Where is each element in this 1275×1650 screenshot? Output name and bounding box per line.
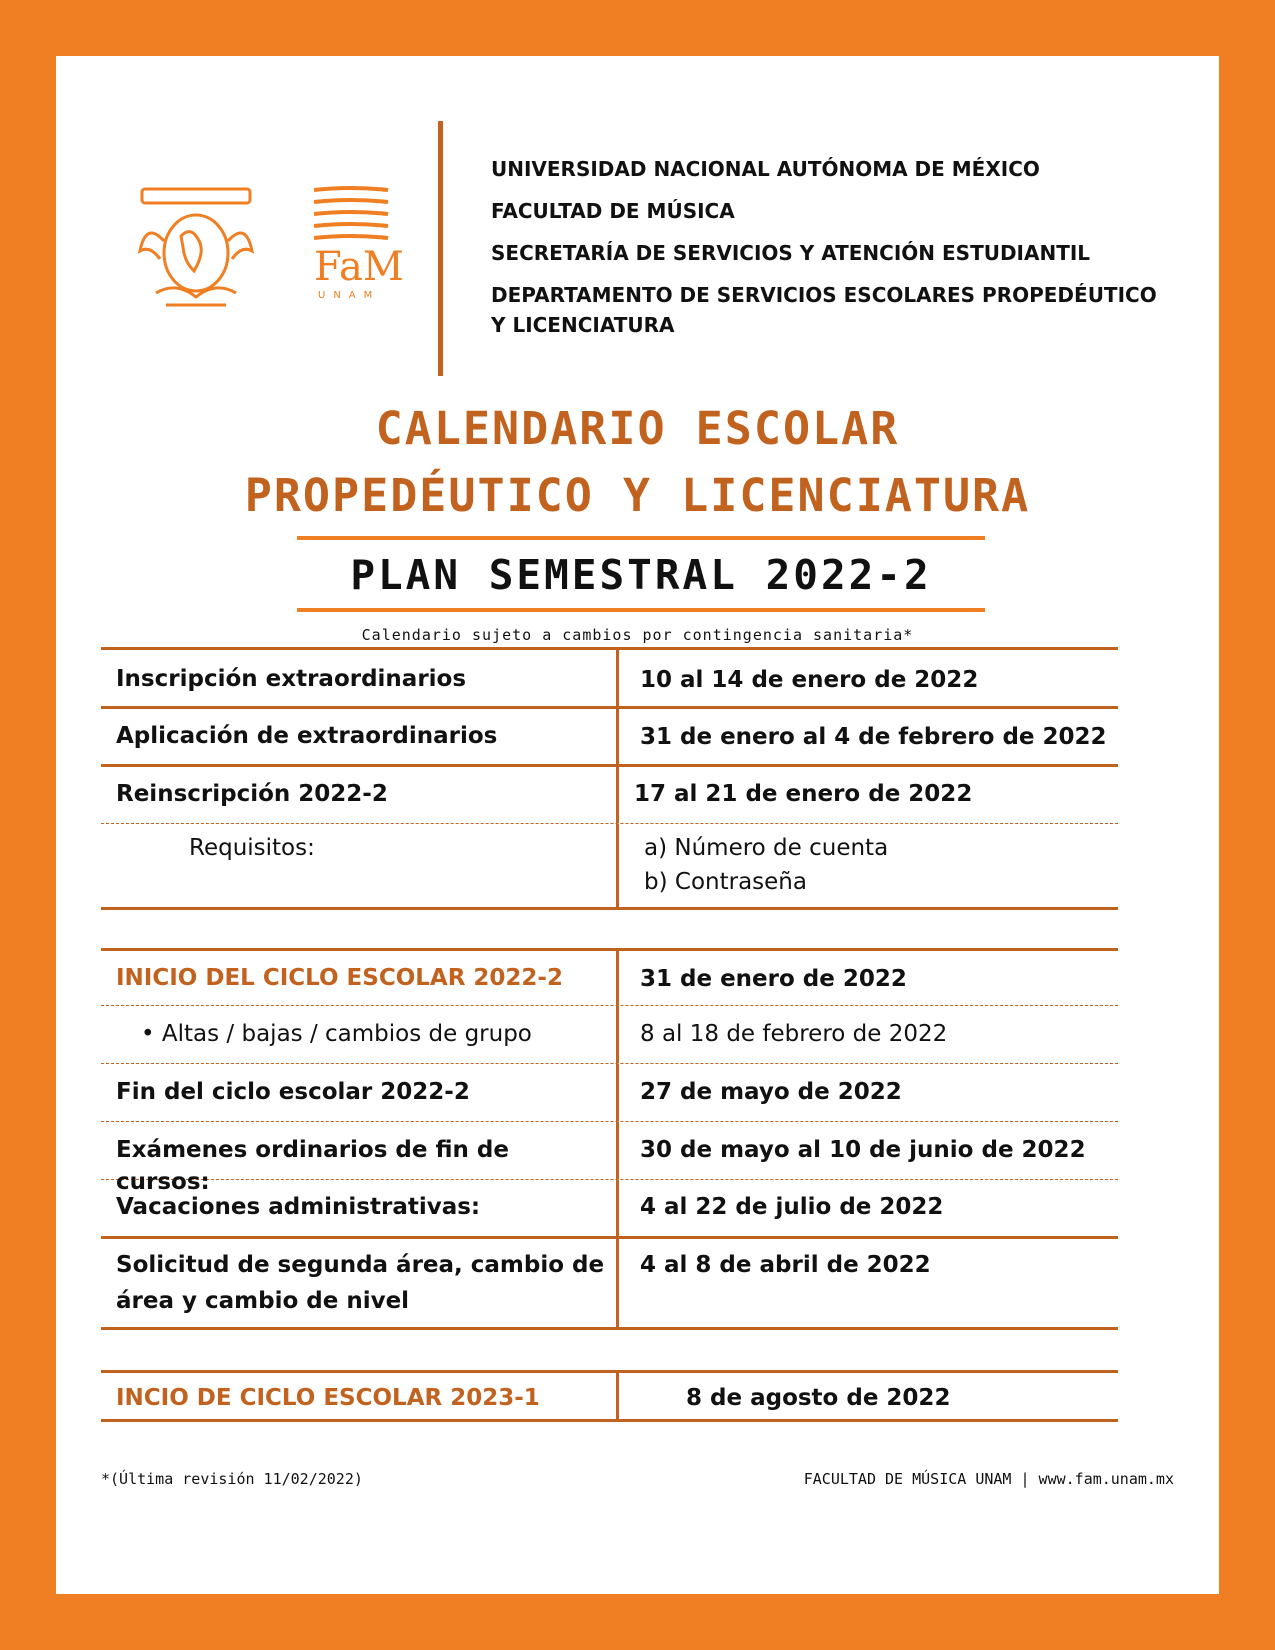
row-label: Aplicación de extraordinarios (116, 723, 498, 749)
institution-block (491, 154, 1191, 352)
altas-label: Altas / bajas / cambios de grupo (161, 1021, 532, 1047)
requisito-item: b) Contraseña (644, 869, 807, 895)
block-extraordinarios (101, 647, 1118, 910)
row-date: 10 al 14 de enero de 2022 (640, 667, 979, 693)
institution-line: Y LICENCIATURA (491, 313, 675, 337)
row-date: 30 de mayo al 10 de junio de 2022 (640, 1137, 1086, 1163)
row-date: 4 al 22 de julio de 2022 (640, 1194, 944, 1220)
table-row (101, 824, 1118, 910)
table-row (101, 948, 1118, 1006)
requisitos-label: Requisitos: (189, 835, 315, 861)
row-date: 8 al 18 de febrero de 2022 (640, 1021, 948, 1047)
institution-line: FACULTAD DE MÚSICA (491, 199, 735, 223)
title-line-1: CALENDARIO ESCOLAR (375, 402, 900, 455)
header-divider (438, 121, 443, 376)
block-ciclo-escolar (101, 948, 1118, 1330)
fam-logo-text: FaM (314, 244, 404, 290)
plan-rule-top (297, 536, 985, 540)
row-date: 31 de enero de 2022 (640, 966, 907, 992)
row-date: 31 de enero al 4 de febrero de 2022 (640, 724, 1107, 750)
revision-note: *(Última revisión 11/02/2022) (101, 1470, 363, 1488)
row-label: Inscripción extraordinarios (116, 666, 467, 692)
row-label: Vacaciones administrativas: (116, 1194, 481, 1220)
contingency-note: Calendario sujeto a cambios por contingencia sanitaria* (361, 626, 914, 644)
row-date: 4 al 8 de abril de 2022 (640, 1252, 931, 1278)
table-row (101, 1370, 1118, 1422)
row-label: INCIO DE CICLO ESCOLAR 2023-1 (116, 1385, 540, 1411)
fam-logo-subtext: UNAM (318, 290, 381, 301)
institution-line: DEPARTAMENTO DE SERVICIOS ESCOLARES PROPEDÉUTICO (491, 283, 1157, 307)
footer-credit: FACULTAD DE MÚSICA UNAM | www.fam.unam.mx (803, 1470, 1174, 1488)
table-row (101, 709, 1118, 767)
row-date: 27 de mayo de 2022 (640, 1079, 902, 1105)
institution-line: UNIVERSIDAD NACIONAL AUTÓNOMA DE MÉXICO (491, 157, 1040, 181)
row-date: 17 al 21 de enero de 2022 (634, 781, 973, 807)
title-line-2: PROPEDÉUTICO Y LICENCIATURA (244, 469, 1031, 522)
row-label-line: área y cambio de nivel (116, 1288, 410, 1314)
table-row (101, 1064, 1118, 1122)
row-date: 8 de agosto de 2022 (686, 1385, 951, 1411)
table-row (101, 1180, 1118, 1239)
plan-rule-bottom (297, 608, 985, 612)
calendar-sheet (56, 56, 1219, 1594)
bullet-icon: • (141, 1021, 155, 1047)
table-row (101, 647, 1118, 709)
row-label-line: Solicitud de segunda área, cambio de (116, 1252, 605, 1278)
table-row (101, 1006, 1118, 1064)
institution-line: SECRETARÍA DE SERVICIOS Y ATENCIÓN ESTUDIANTIL (491, 241, 1091, 265)
table-row (101, 1122, 1118, 1195)
table-row (101, 1239, 1118, 1330)
row-label: Fin del ciclo escolar 2022-2 (116, 1079, 470, 1105)
requisito-item: a) Número de cuenta (644, 835, 889, 861)
plan-title: PLAN SEMESTRAL 2022-2 (350, 551, 932, 599)
row-label: Reinscripción 2022-2 (116, 781, 388, 807)
row-label (141, 1018, 631, 1050)
row-label: INICIO DEL CICLO ESCOLAR 2022-2 (116, 965, 563, 991)
block-ciclo-2023 (101, 1370, 1118, 1422)
unam-seal-icon (136, 181, 256, 311)
table-row (101, 767, 1118, 824)
row-label: Exámenes ordinarios de fin de cursos: (116, 1137, 509, 1195)
